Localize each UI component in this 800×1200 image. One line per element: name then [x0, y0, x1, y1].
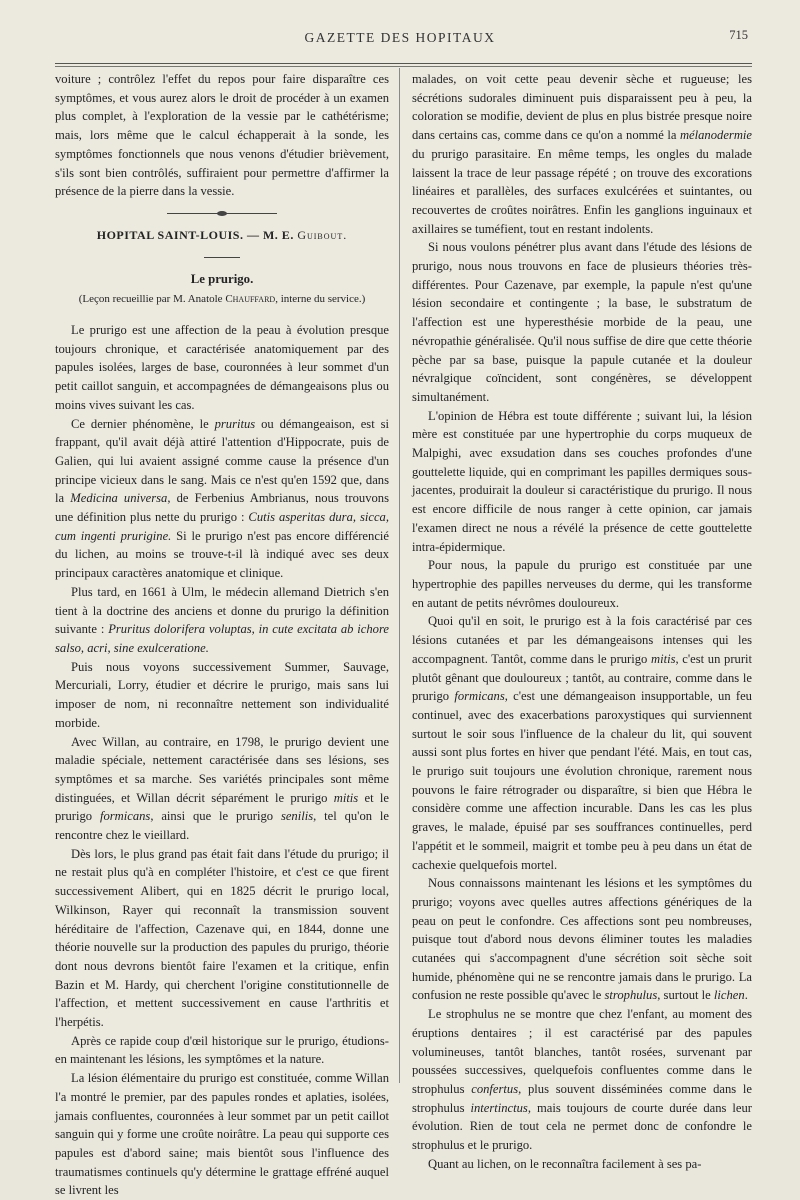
heading-rule [204, 257, 240, 258]
text-run: Quoi qu'il en soit, le prurigo est à la fois caractérisé par ces lésions cutanées et par les démangeaisons intenses qui les accompagnent. Tantôt, comme dans le prurigo [412, 614, 752, 666]
italic-quote: Cutis asperitas dura, sicca, cum ingenti prurigine. [55, 510, 390, 543]
header-rule-secondary [55, 66, 752, 67]
text-run: . [744, 988, 748, 1003]
text-run: et le prurigo [55, 790, 389, 824]
italic-term: mitis [651, 651, 676, 666]
paragraph: Si nous voulons pénétrer plus avant dans l'étude des lésions de prurigo, nous nous trouvons en face de plusieurs théories très-différentes. Pour Cazenave, par exemple, la papule n'est qu'une lésion secondaire et contingente ; la base, le substratum de l'affection est une hyperesthésie morbide de la peau, une névropathie généralisée. Qu'il nous suffise de dire que cette théorie pèche par sa base, puisque la papule cutanée et la douleur névralgique coïncident, sont congénères, se développent simultanément. [412, 240, 752, 404]
text-run: du prurigo parasitaire. En même temps, les ongles du malade laissent la trace de leur passage répété ; on trouve des excorations linéaires et parallèles, des surfaces exulcérées et suintantes, ou recouvertes de croûtes noirâtres. Enfin les ganglions inguinaux et axillaires se tuméfient, tout en restant indolents. [412, 146, 752, 236]
text-run: , surtout le [657, 988, 714, 1003]
text-run: Le strophulus ne se montre que chez l'enfant, au moment des éruptions dentaires ; il est caractérisé par des papules volumineuses, tantôt blanches, tantôt rosées, survenant par poussées successives, quelquefois confluentes comme dans le strophulus [412, 1007, 752, 1096]
paragraph: Le prurigo est une affection de la peau à évolution presque toujours chronique, et caractérisée anatomiquement par des papules isolées, larges de base, couronnées à leur sommet d'un petit caillot sanguin, et accompagnées de démangeaisons plus ou moins vives suivant les cas. [55, 323, 389, 412]
italic-term: mitis [333, 790, 359, 805]
page-number: 715 [729, 28, 748, 42]
italic-quote: Pruritus dolorifera voluptas, in cute excitata ab ichore salso, acri, sine exulceratione. [55, 622, 390, 655]
paragraph [412, 612, 752, 874]
paragraph: Dès lors, le plus grand pas était fait dans l'étude du prurigo; il ne restait plus qu'à en compléter l'histoire, et c'est ce que firent successivement Alibert, qui en 1825 décrit le prurigo local, Wilkinson, Rayer qui reconnaît la transmission souvent héréditaire de l'affection, Cazenave qui, en 1844, donne une théorie nouvelle sur la production des papules du prurigo, théorie dont nous devrons bientôt faire l'examen et la critique, enfin Bazin et M. Hardy, qui cherchent l'origine constitutionnelle de l'affection, et mettent successivement en cause l'arthritis et l'herpétis. [55, 846, 389, 1030]
paragraph [55, 583, 389, 658]
text-run: ou démangeaison, est si frappant, qu'il avait déjà attiré l'attention d'Hippocrate, puis de Galien, qui lui avaient assigné comme cause la présence d'un principe vicieux dans le sang. Mais ce n'est qu'en 1592 que, dans la [55, 416, 390, 506]
paragraph [412, 1005, 752, 1155]
text-run: , de Ferbenius Ambrianus, nous trouvons une définition plus nette du prurigo : [55, 491, 390, 525]
page-header [0, 30, 800, 50]
paragraph-continued: voiture ; contrôlez l'effet du repos pour faire disparaître ces symptômes, et vous aurez alors le droit de procéder à un examen plus complet, à l'exploration de la vessie par le cathétérisme; mais, lors même que le calcul échapperait à la sonde, les symptômes fonctionnels que nous venons d'étudier brièvement, s'ils sont bien contrôlés, suffiraient pour permettre d'affirmer la présence de la pierre dans la vessie. [55, 72, 389, 199]
paragraph [412, 874, 752, 1005]
text-run: , plus souvent disséminées comme dans le strophulus [412, 1081, 752, 1115]
lesson-title: Le prurigo. [190, 271, 254, 286]
column-divider [399, 68, 400, 1083]
journal-title: GAZETTE DES HOPITAUX [304, 30, 496, 45]
header-rule [55, 63, 752, 64]
lesson-subtitle [55, 290, 389, 309]
paragraph: L'opinion de Hébra est toute différente ; suivant lui, la lésion mère est constituée par une hypertrophie du corps muqueux de Malpighi, avec exsudation dans ses couches profondes d'une gouttelette liquide, qui en comprimant les papilles dermiques sous-jacentes, produirait la douleur si caractéristique du prurigo. Il nous est encore difficile de nous ranger à cette opinion, car jamais l'examen direct ne nous a révélé la présence de cette gouttelette intra-épidermique. [412, 408, 752, 554]
italic-term: senilis [280, 809, 314, 824]
text-run: Nous connaissons maintenant les lésions et les symptômes du prurigo; voyons avec quelles autres affections génériques de la peau on peut le confondre. Ces affections sont peu nombreuses, puisque tout d'abord nous devons éliminer toutes les maladies cutanées qui s'accompagnent d'une sécrétion soit sèche soit humide, phénomène qui ne se rencontre jamais dans le prurigo. La confusion ne reste possible qu'avec le [412, 876, 752, 1003]
italic-term: intertinctus [470, 1100, 528, 1115]
text-run: , c'est un prurit plutôt gênant que douloureux ; tantôt, au contraire, comme dans le prurigo [412, 651, 753, 704]
text-run: Plus tard, en 1661 à Ulm, le médecin allemand Dietrich s'en tient à la doctrine des anciens et donne du prurigo la définition suivante : [55, 584, 389, 637]
doctor-name: Guibout. [297, 227, 348, 242]
hospital-heading [55, 226, 389, 245]
italic-term: strophulus [604, 988, 658, 1003]
text-run: Avec Willan, au contraire, en 1798, le prurigo devient une maladie spéciale, nettement caractérisée dans ses lésions, ses symptômes et sa marche. Ses variétés principales sont même distinguées, et Willan décrit séparément le prurigo [55, 734, 389, 805]
lesson-subtitle-a: (Leçon recueillie par M. Anatole [78, 293, 226, 306]
hospital-name: HOPITAL SAINT-LOUIS. [96, 227, 244, 242]
text-run: , tel qu'on le rencontre chez le vieillard. [55, 809, 389, 843]
paragraph: Après ce rapide coup d'œil historique sur le prurigo, étudions-en maintenant les lésions, les symptômes et la nature. [55, 1033, 389, 1067]
text-run: malades, on voit cette peau devenir sèche et rugueuse; les sécrétions sudorales diminuent puis disparaissent peu à peu, la coloration se modifie, devient de plus en plus bistrée presque noire dans certains cas, comme dans ce qu'on a nommé la [412, 72, 752, 143]
paragraph: Puis nous voyons successivement Summer, Sauvage, Mercuriali, Lorry, étudier et décrire le prurigo, mais sans lui imposer de nom, ni reconnaître nettement son individualité morbide. [55, 659, 389, 730]
italic-term: formicans [99, 809, 151, 824]
lesson-subtitle-b: , interne du service.) [275, 293, 366, 306]
italic-term: lichen [713, 988, 745, 1003]
text-run: , mais toujours de courte durée dans leur évolution. Rien de tout cela ne permet donc de confondre le strophulus et le prurigo. [412, 1100, 752, 1153]
text-run: , c'est une démangeaison insupportable, un feu continuel, avec des exacerbations paroxystiques qui surviennent surtout le soir sous l'influence de la chaleur du lit, qui souvent aussi sont plus fortes en hiver que pendant l'été. Mais, en tout cas, le prurigo suit toujours une évolution chronique, rarement nous pouvons le faire rétrograder ou disparaître, si bien que Hébra le considère comme une affection incurable. Dans les cas les plus graves, le malade, épuisé par ses souffrances continuelles, perd l'appétit et le sommeil, maigrit et tombe peu à peu dans un état de cachexie quelquefois mortel. [412, 689, 752, 872]
text-run: Si le prurigo n'est pas encore différencié du lichen, au moins se trouve-t-il là indiqué avec ses deux principaux caractères anatomique et clinique. [55, 528, 389, 581]
italic-term: Medicina universa [70, 491, 168, 506]
text-run: , ainsi que le prurigo [150, 809, 281, 824]
right-column [412, 70, 752, 1173]
italic-term: formicans [454, 689, 505, 704]
paragraph [55, 415, 389, 583]
italic-term: mélanodermie [679, 128, 752, 143]
left-column [55, 70, 389, 1200]
paragraph [412, 70, 752, 238]
italic-term: pruritus [214, 416, 256, 431]
hospital-dash: — M. E. [243, 227, 298, 242]
paragraph: Pour nous, la papule du prurigo est constituée par une hypertrophie des papilles nerveuses du derme, qui les transforme en autant de petits névrômes douloureux. [412, 558, 752, 610]
text-run: Ce dernier phénomène, le [71, 416, 215, 431]
italic-term: confertus [471, 1081, 519, 1096]
lesson-subtitle-name: Chauffard [225, 293, 276, 306]
section-separator [167, 213, 277, 214]
paragraph [55, 733, 389, 845]
paragraph: La lésion élémentaire du prurigo est constituée, comme Willan l'a montré le premier, par des papules rondes et aplaties, isolées, jamais confluentes, couronnées à leur sommet par un petit caillot sanguin qui y forme une croûte noirâtre. La peau qui supporte ces papules est d'abord saine; mais bientôt sous l'influence des traumatismes continuels qu'y détermine le grattage effréné auquel se livrent les [55, 1071, 389, 1198]
paragraph: Quant au lichen, on le reconnaîtra facilement à ses pa- [428, 1156, 702, 1171]
